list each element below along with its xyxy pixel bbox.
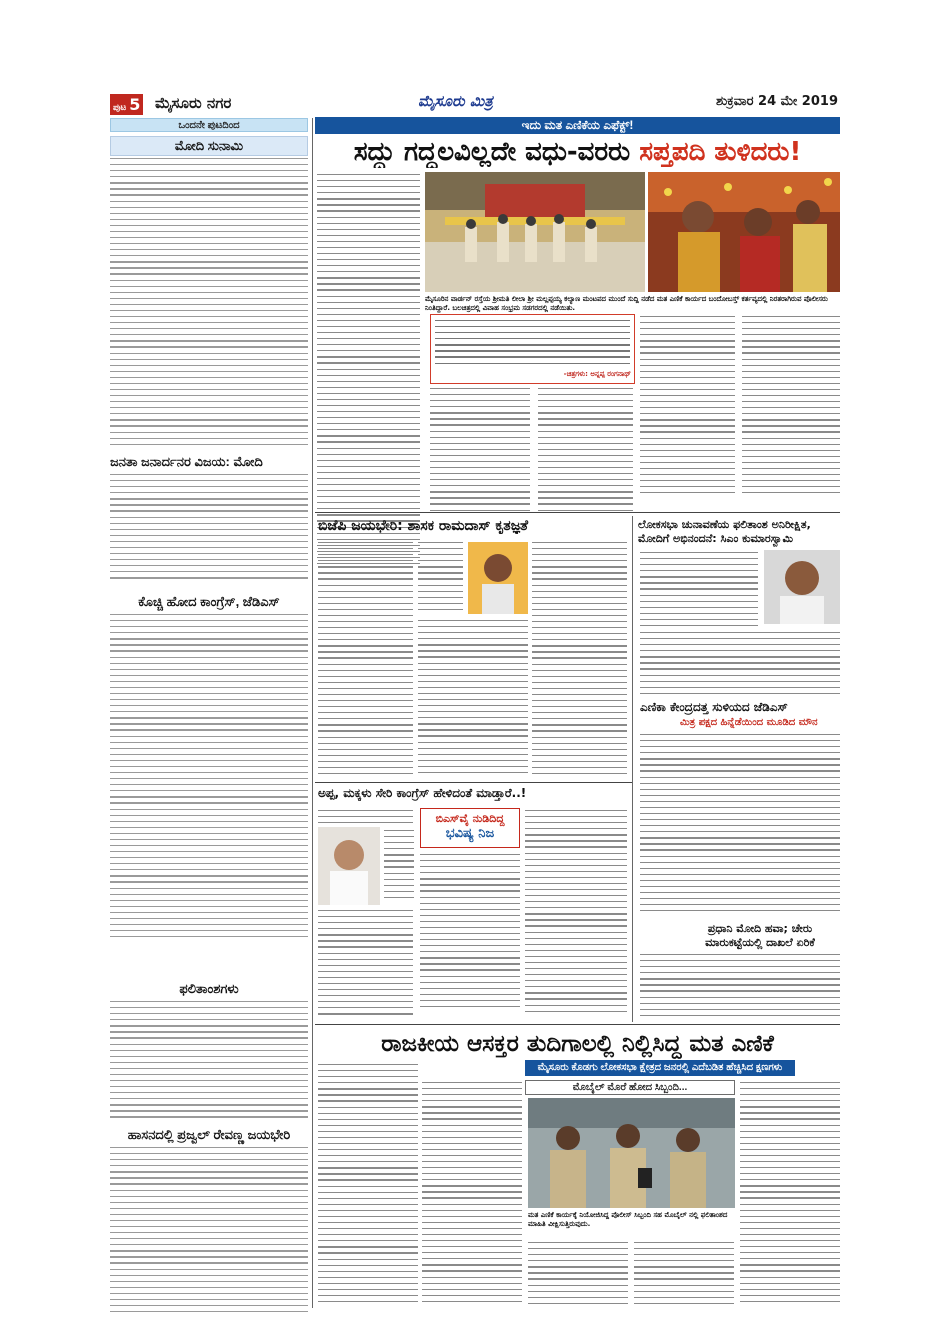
story-body	[742, 316, 840, 498]
story-subhead-jds: ಮಿತ್ರ ಪಕ್ಷದ ಹಿನ್ನೆಡೆಯಿಂದ ಮೂಡಿದ ಮೌನ	[680, 717, 818, 728]
story-body	[740, 1082, 840, 1307]
column-divider	[312, 118, 313, 1308]
paper-name: ಮೈಸೂರು ಮಿತ್ರ	[418, 92, 493, 110]
section-divider	[315, 782, 632, 783]
story-body	[110, 1147, 308, 1317]
story-body	[110, 614, 308, 942]
story-body	[430, 388, 530, 516]
cm-portrait	[764, 550, 840, 624]
column-divider	[632, 516, 633, 1022]
lead-photo-caption: ಮೈಸೂರಿನ ವಾರ್ಡನ್ ರಸ್ತೆಯ ಶ್ರೀಮತಿ ಲೀಲಾ ಶ್ರೀ ಮಲ್ಲಪ್ಪಯ್ಯ ಕಲ್ಯಾಣ ಮಂಟಪದ ಮುಂದೆ ಸುದ್ದಿ ನಡೆದ ಮತ ಎಣಿಕೆ ಕಾರ್ಯದ ಬಂದೋಬಸ್ತ್ ಕರ್ತವ್ಯದಲ್ಲಿ ನಿರತರಾಗಿರುವ ಪೊಲೀಸರು ನಿಂತಿದ್ದಾರೆ. ಬಲಚಿತ್ರದಲ್ಲಿ ವಿವಾಹ ಸಂಭ್ರಮ ಸಡಗರದಲ್ಲಿ ನಡೆಯಿತು.	[425, 295, 828, 312]
story-head-hassan: ಹಾಸನದಲ್ಲಿ ಪ್ರಜ್ವಲ್ ರೇವಣ್ಣ ಜಯಭೇರಿ	[127, 1127, 291, 1142]
story-body	[640, 632, 840, 699]
story-head-janata: ಜನತಾ ಜನಾರ್ದನರ ವಿಜಯ: ಮೋದಿ	[110, 454, 263, 469]
story-body	[418, 542, 463, 615]
story-body	[528, 1242, 628, 1309]
story-body	[640, 734, 840, 916]
lead-kicker: ಇದು ಮತ ಎಣಿಕೆಯ ಎಫೆಕ್ಟ್!	[315, 117, 840, 134]
newspaper-page	[100, 92, 840, 1314]
mobile-tag: ಮೊಬೈಲ್ ಮೊರೆ ಹೋದ ಸಿಬ್ಬಂದಿ...	[525, 1080, 735, 1095]
story-head-congress-jds: ಕೊಚ್ಚಿ ಹೋದ ಕಾಂಗ್ರೆಸ್, ಜೆಡಿಎಸ್	[138, 594, 280, 609]
bsy-kicker-box: ಬಿಎಸ್‌ವೈ ನುಡಿದಿದ್ದ ಭವಿಷ್ಯ ನಿಜ	[420, 808, 520, 848]
police-mobile-graphic	[528, 1098, 735, 1208]
bsy-portrait-graphic	[318, 827, 380, 905]
story-head-modi-wave: ಪ್ರಧಾನಿ ಮೋದಿ ಹವಾ; ಚೇರು ಮಾರುಕಟ್ಟೆಯಲ್ಲಿ ದಾಖಲೆ ಏರಿಕೆ	[705, 922, 815, 949]
story-head-loksabha: ಲೋಕಸಭಾ ಚುನಾವಣೆಯ ಫಲಿತಾಂಶ ಅನಿರೀಕ್ಷಿತ, ಮೋದಿಗೆ ಅಭಿನಂದನೆ: ಸಿಎಂ ಕುಮಾರಸ್ವಾಮಿ	[638, 518, 811, 545]
story-body	[318, 910, 413, 1019]
story-body	[418, 620, 528, 778]
story-head-appa: ಅಪ್ಪ, ಮಕ್ಕಳು ಸೇರಿ ಕಾಂಗ್ರೆಸ್ ಹೇಳಿದಂತೆ ಮಾಡ್ತಾರೆ..!	[318, 786, 527, 800]
lead-headline: ಸದ್ದು ಗದ್ದಲವಿಲ್ಲದೇ ವಧು-ವರರು ಸಪ್ತಪದಿ ತುಳಿದರು!	[353, 137, 802, 167]
wedding-photo-graphic	[648, 172, 840, 292]
section-divider	[315, 1024, 840, 1025]
story-body	[634, 1242, 734, 1309]
story-head-modi-tsunami: ಮೋದಿ ಸುನಾಮಿ	[110, 136, 308, 156]
story-head-results: ಫಲಿತಾಂಶಗಳು	[179, 981, 239, 996]
story-body	[640, 316, 735, 498]
boxed-note	[430, 314, 635, 384]
story-body	[318, 810, 413, 828]
section-divider	[315, 512, 840, 513]
cm-portrait-graphic	[764, 550, 840, 624]
story-head-bjp: ಬಿಜೆಪಿ ಜಯಭೇರಿ: ಶಾಸಕ ರಾಮದಾಸ್ ಕೃತಜ್ಞತೆ	[318, 518, 529, 534]
police-photo-graphic	[425, 172, 645, 292]
story-body	[318, 1064, 418, 1307]
mobile-photo-caption: ಮತ ಎಣಿಕೆ ಕಾರ್ಯಕ್ಕೆ ನಿಯೋಜಿಸಿದ್ದ ಪೊಲೀಸ್ ಸಿಬ್ಬಂದಿ ಸಹ ಮೊಬೈಲ್ ನಲ್ಲಿ ಫಲಿತಾಂಶದ ಮಾಹಿತಿ ವೀಕ್ಷಿಸುತ್ತಿರುವುದು.	[528, 1211, 728, 1228]
story-body	[317, 174, 420, 569]
story-body	[525, 810, 627, 1017]
page-header	[100, 92, 840, 114]
story-body	[110, 474, 308, 583]
story-body	[318, 542, 413, 779]
big-subhead: ಮೈಸೂರು ಕೊಡಗು ಲೋಕಸಭಾ ಕ್ಷೇತ್ರದ ಜನರಲ್ಲಿ ಎದೆಬಡಿತ ಹೆಚ್ಚಿಸಿದ ಕ್ಷಣಗಳು	[525, 1060, 795, 1076]
mla-portrait	[468, 542, 528, 614]
big-headline: ರಾಜಕೀಯ ಆಸಕ್ತರ ತುದಿಗಾಲಲ್ಲಿ ನಿಲ್ಲಿಸಿದ್ದ ಮತ ಎಣಿಕೆ	[381, 1031, 774, 1057]
story-body	[110, 1001, 308, 1123]
story-body	[110, 158, 308, 450]
bsy-portrait	[318, 827, 380, 905]
photo-police-at-hall	[425, 172, 645, 292]
story-head-jds: ಎಣಿಕಾ ಕೇಂದ್ರದತ್ತ ಸುಳಿಯದ ಜೆಡಿಎಸ್	[640, 700, 788, 714]
story-body	[538, 388, 633, 516]
page-number-badge: ಪುಟ 5	[110, 94, 143, 115]
photo-wedding-ceremony	[648, 172, 840, 292]
story-body	[422, 1082, 522, 1307]
story-body	[420, 854, 520, 1012]
mla-portrait-graphic	[468, 542, 528, 614]
section-title: ಮೈಸೂರು ನಗರ	[155, 94, 232, 112]
continued-kicker: ಒಂದನೇ ಪುಟದಿಂದ	[110, 118, 308, 132]
photo-credit: -ಚಿತ್ರಗಳು: ಅನ್ನಪ್ಪ ರಂಗನಾಥ್	[563, 370, 631, 378]
story-body	[532, 542, 627, 779]
story-body	[384, 830, 414, 903]
photo-police-mobile	[528, 1098, 735, 1208]
story-body	[640, 552, 758, 631]
issue-date: ಶುಕ್ರವಾರ 24 ಮೇ 2019	[716, 94, 838, 109]
story-body	[640, 954, 840, 1021]
